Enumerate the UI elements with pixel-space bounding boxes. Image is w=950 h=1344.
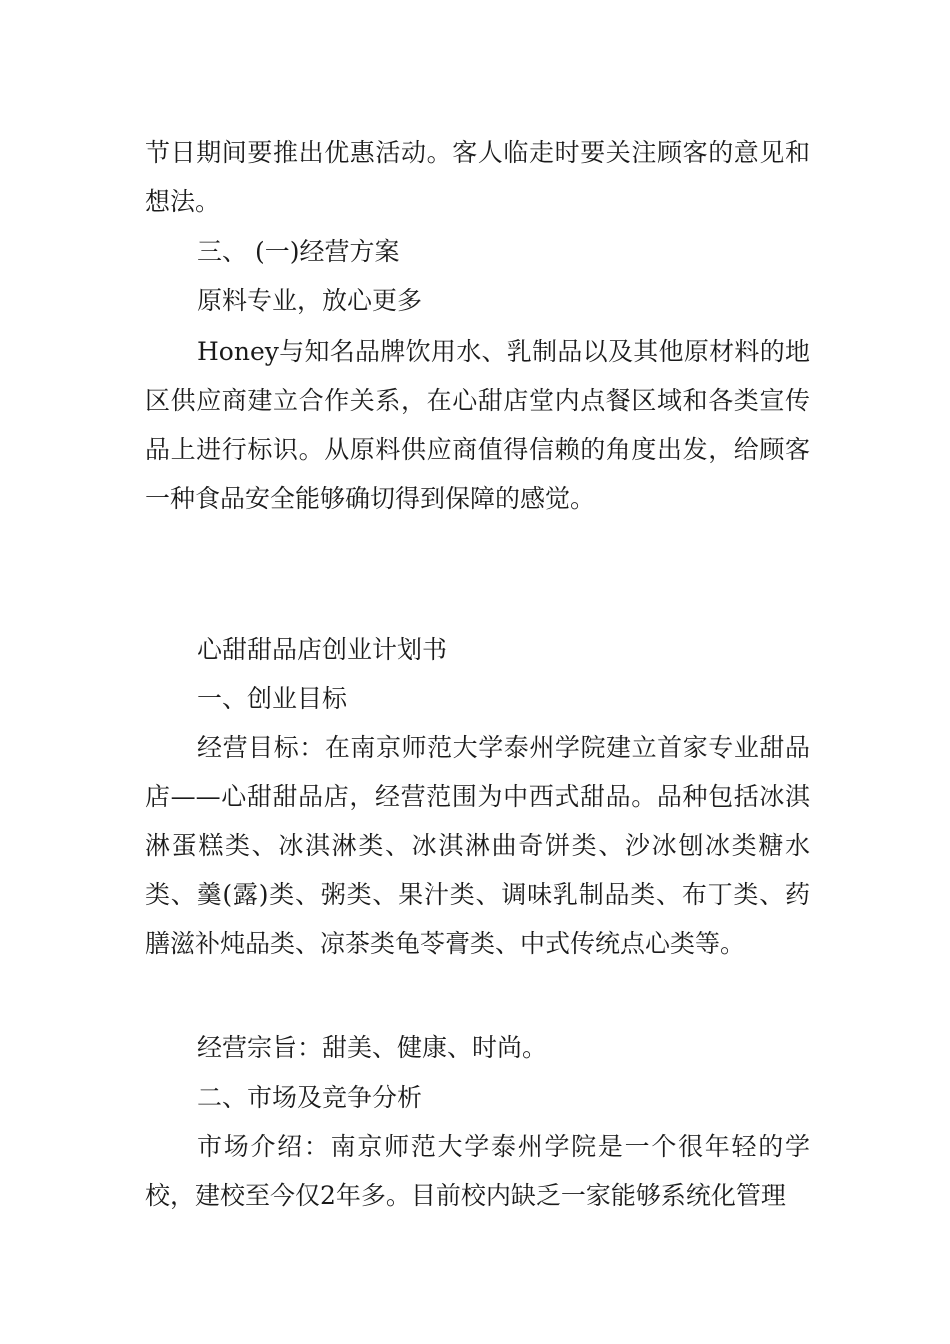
paragraph-business-tenet: 经营宗旨：甜美、健康、时尚。	[197, 1033, 548, 1062]
paragraph-honey-suppliers: Honey与知名品牌饮用水、乳制品以及其他原材料的地区供应商建立合作关系，在心甜店堂内点餐区域和各类宣传品上进行标识。从原料供应商值得信赖的角度出发，给顾客一种食品安全能够确切得到保障的感觉。	[145, 337, 810, 513]
paragraph-business-goal: 经营目标：在南京师范大学泰州学院建立首家专业甜品店——心甜甜品店，经营范围为中西式甜品。品种包括冰淇淋蛋糕类、冰淇淋类、冰淇淋曲奇饼类、沙冰刨冰类糖水类、羹(露)类、粥类、果汁类、调味乳制品类、布丁类、药膳滋补炖品类、凉茶类龟苓膏类、中式传统点心类等。	[145, 733, 810, 958]
heading-market-analysis: 二、市场及竞争分析	[197, 1083, 423, 1112]
heading-raw-materials: 原料专业，放心更多	[197, 286, 423, 315]
paragraph-holiday-promotion: 节日期间要推出优惠活动。客人临走时要关注顾客的意见和想法。	[145, 138, 810, 216]
paragraph-market-intro: 市场介绍：南京师范大学泰州学院是一个很年轻的学校，建校至今仅2年多。目前校内缺乏一家能够系统化管理	[145, 1132, 810, 1210]
heading-startup-goal: 一、创业目标	[197, 684, 348, 713]
heading-business-plan: 三、 (一)经营方案	[197, 237, 400, 266]
document-title: 心甜甜品店创业计划书	[197, 635, 448, 664]
